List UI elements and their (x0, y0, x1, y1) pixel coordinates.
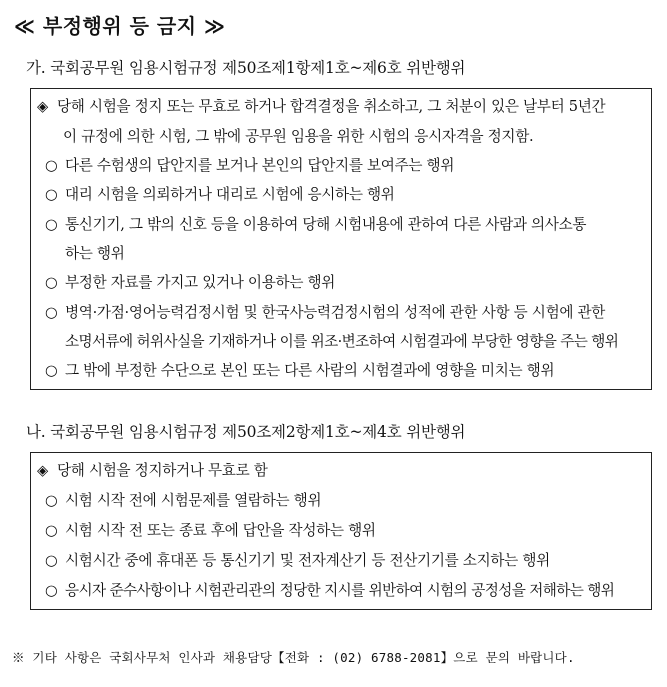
list-item (45, 154, 454, 175)
main-rule-line-2: 이 규정에 의한 시험, 그 밖에 공무원 임용을 위한 시험의 응시자격을 정지함. (63, 128, 534, 145)
section-heading-na: 나. 국회공무원 임용시험규정 제50조제2항제1호~제4호 위반행위 (26, 423, 466, 441)
diamond-marker-icon: ◈ (37, 98, 48, 115)
list-item-text: 시험시간 중에 휴대폰 등 통신기기 및 전자계산기 등 전산기기를 소지하는 행위 (65, 552, 550, 569)
list-item (45, 301, 605, 322)
circle-bullet-icon: ○ (45, 216, 58, 233)
circle-bullet-icon: ○ (45, 582, 58, 599)
circle-bullet-icon: ○ (45, 522, 58, 539)
list-item-text: 통신기기, 그 밖의 신호 등을 이용하여 당해 시험내용에 관하여 다른 사람과 의사소통 (65, 216, 587, 233)
circle-bullet-icon: ○ (45, 304, 58, 321)
list-item (45, 359, 554, 380)
circle-bullet-icon: ○ (45, 552, 58, 569)
list-item-text: 시험 시작 전 또는 종료 후에 답안을 작성하는 행위 (65, 522, 376, 539)
list-item (45, 579, 614, 600)
circle-bullet-icon: ○ (45, 186, 58, 203)
rules-box-ga (30, 88, 652, 390)
list-item-continuation: 소명서류에 허위사실을 기재하거나 이를 위조·변조하여 시험결과에 부당한 영향을 주는 행위 (65, 333, 619, 350)
list-item (45, 489, 321, 510)
list-item-text: 병역·가점·영어능력검정시험 및 한국사능력검정시험의 성적에 관한 사항 등 시험에 관한 (65, 304, 606, 321)
main-rule-line-1 (37, 459, 268, 480)
circle-bullet-icon: ○ (45, 362, 58, 379)
rules-box-na (30, 452, 652, 610)
list-item-text: 그 밖에 부정한 수단으로 본인 또는 다른 사람의 시험결과에 영향을 미치는 행위 (65, 362, 555, 379)
circle-bullet-icon: ○ (45, 157, 58, 174)
list-item (45, 549, 550, 570)
page-title: ≪ 부정행위 등 금지 ≫ (14, 14, 226, 38)
list-item (45, 519, 376, 540)
list-item (45, 213, 586, 234)
list-item-text: 시험 시작 전에 시험문제를 열람하는 행위 (65, 492, 322, 509)
main-rule-text: 당해 시험을 정지하거나 무효로 함 (57, 462, 268, 479)
section-heading-ga: 가. 국회공무원 임용시험규정 제50조제1항제1호~제6호 위반행위 (26, 59, 466, 77)
footer-contact-note: ※ 기타 사항은 국회사무처 인사과 채용담당【전화 : (02) 6788-2081】으로 문의 바랍니다. (12, 650, 575, 665)
circle-bullet-icon: ○ (45, 492, 58, 509)
list-item-text: 다른 수험생의 답안지를 보거나 본인의 답안지를 보여주는 행위 (65, 157, 455, 174)
list-item (45, 271, 335, 292)
main-rule-line-1 (37, 95, 605, 116)
list-item-text: 부정한 자료를 가지고 있거나 이용하는 행위 (65, 274, 336, 291)
diamond-marker-icon: ◈ (37, 462, 48, 479)
circle-bullet-icon: ○ (45, 274, 58, 291)
main-rule-text: 당해 시험을 정지 또는 무효로 하거나 합격결정을 취소하고, 그 처분이 있은 날부터 5년간 (57, 98, 606, 115)
list-item-continuation: 하는 행위 (65, 245, 125, 262)
list-item (45, 183, 395, 204)
list-item-text: 응시자 준수사항이나 시험관리관의 정당한 지시를 위반하여 시험의 공정성을 저해하는 행위 (65, 582, 615, 599)
list-item-text: 대리 시험을 의뢰하거나 대리로 시험에 응시하는 행위 (65, 186, 395, 203)
